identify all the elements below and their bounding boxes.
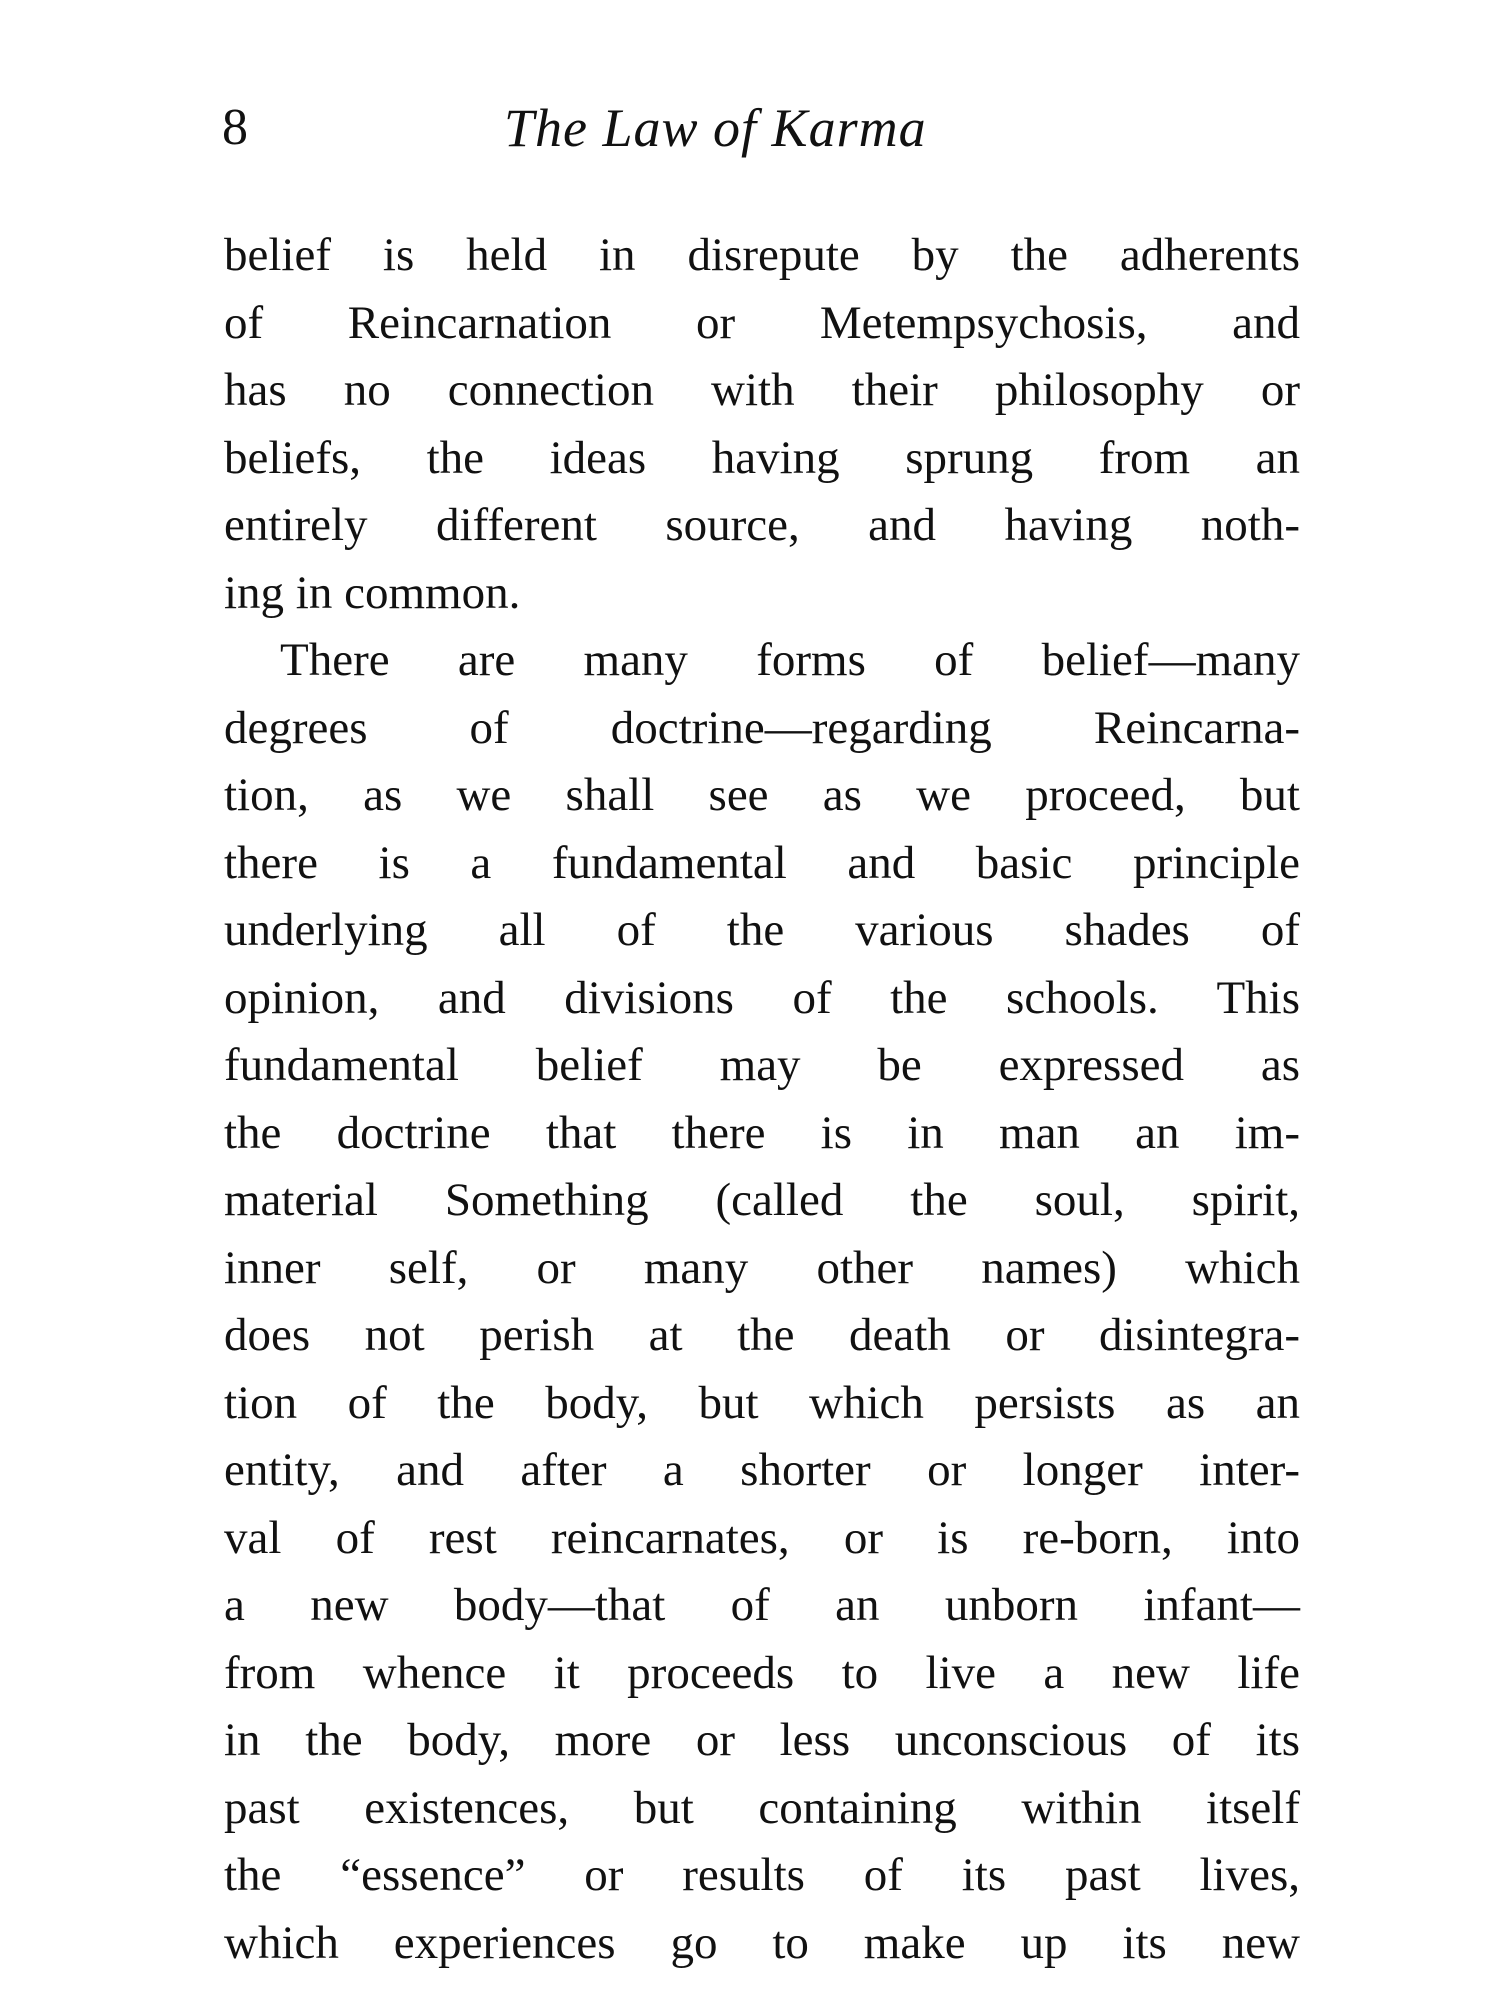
text-line: past existences, but containing within itself [224, 1781, 1300, 1834]
text-line: of Reincarnation or Metempsychosis, and [224, 296, 1300, 349]
text-line: tion of the body, but which persists as an [224, 1376, 1300, 1429]
text-line: entity, and after a shorter or longer inter- [224, 1444, 1300, 1496]
text-line: which experiences go to make up its new [224, 1916, 1300, 1969]
text-line: the “essence” or results of its past lives, [224, 1849, 1300, 1901]
text-line: fundamental belief may be expressed as [224, 1039, 1300, 1091]
text-line: a new body—that of an unborn infant— [224, 1579, 1300, 1631]
text-line: there is a fundamental and basic principle [224, 836, 1300, 889]
text-line: underlying all of the various shades of [224, 904, 1300, 956]
text-line: entirely different source, and having noth- [224, 499, 1300, 551]
text-line: the doctrine that there is in man an im- [224, 1106, 1300, 1159]
text-line: has no connection with their philosophy or [224, 364, 1300, 416]
text-line: inner self, or many other names) which [224, 1241, 1300, 1294]
text-line: from whence it proceeds to live a new life [224, 1646, 1300, 1699]
text-line: val of rest reincarnates, or is re-born, into [224, 1511, 1300, 1564]
running-title: The Law of Karma [504, 98, 927, 158]
page-number: 8 [222, 99, 248, 156]
text-line: tion, as we shall see as we proceed, but [224, 769, 1300, 821]
text-line: beliefs, the ideas having sprung from an [224, 431, 1300, 484]
paragraph-first-line: There are many forms of belief—many [280, 634, 1300, 686]
body-text [224, 222, 1300, 1977]
text-line: belief is held in disrepute by the adherents [224, 229, 1300, 281]
text-line: ing in common. [224, 566, 521, 619]
page-header [222, 92, 1302, 164]
text-line: material Something (called the soul, spirit, [224, 1174, 1300, 1226]
text-line: opinion, and divisions of the schools. This [224, 971, 1300, 1024]
text-line: does not perish at the death or disintegra- [224, 1309, 1300, 1361]
text-line: in the body, more or less unconscious of its [224, 1714, 1300, 1766]
text-line: degrees of doctrine—regarding Reincarna- [224, 701, 1300, 754]
